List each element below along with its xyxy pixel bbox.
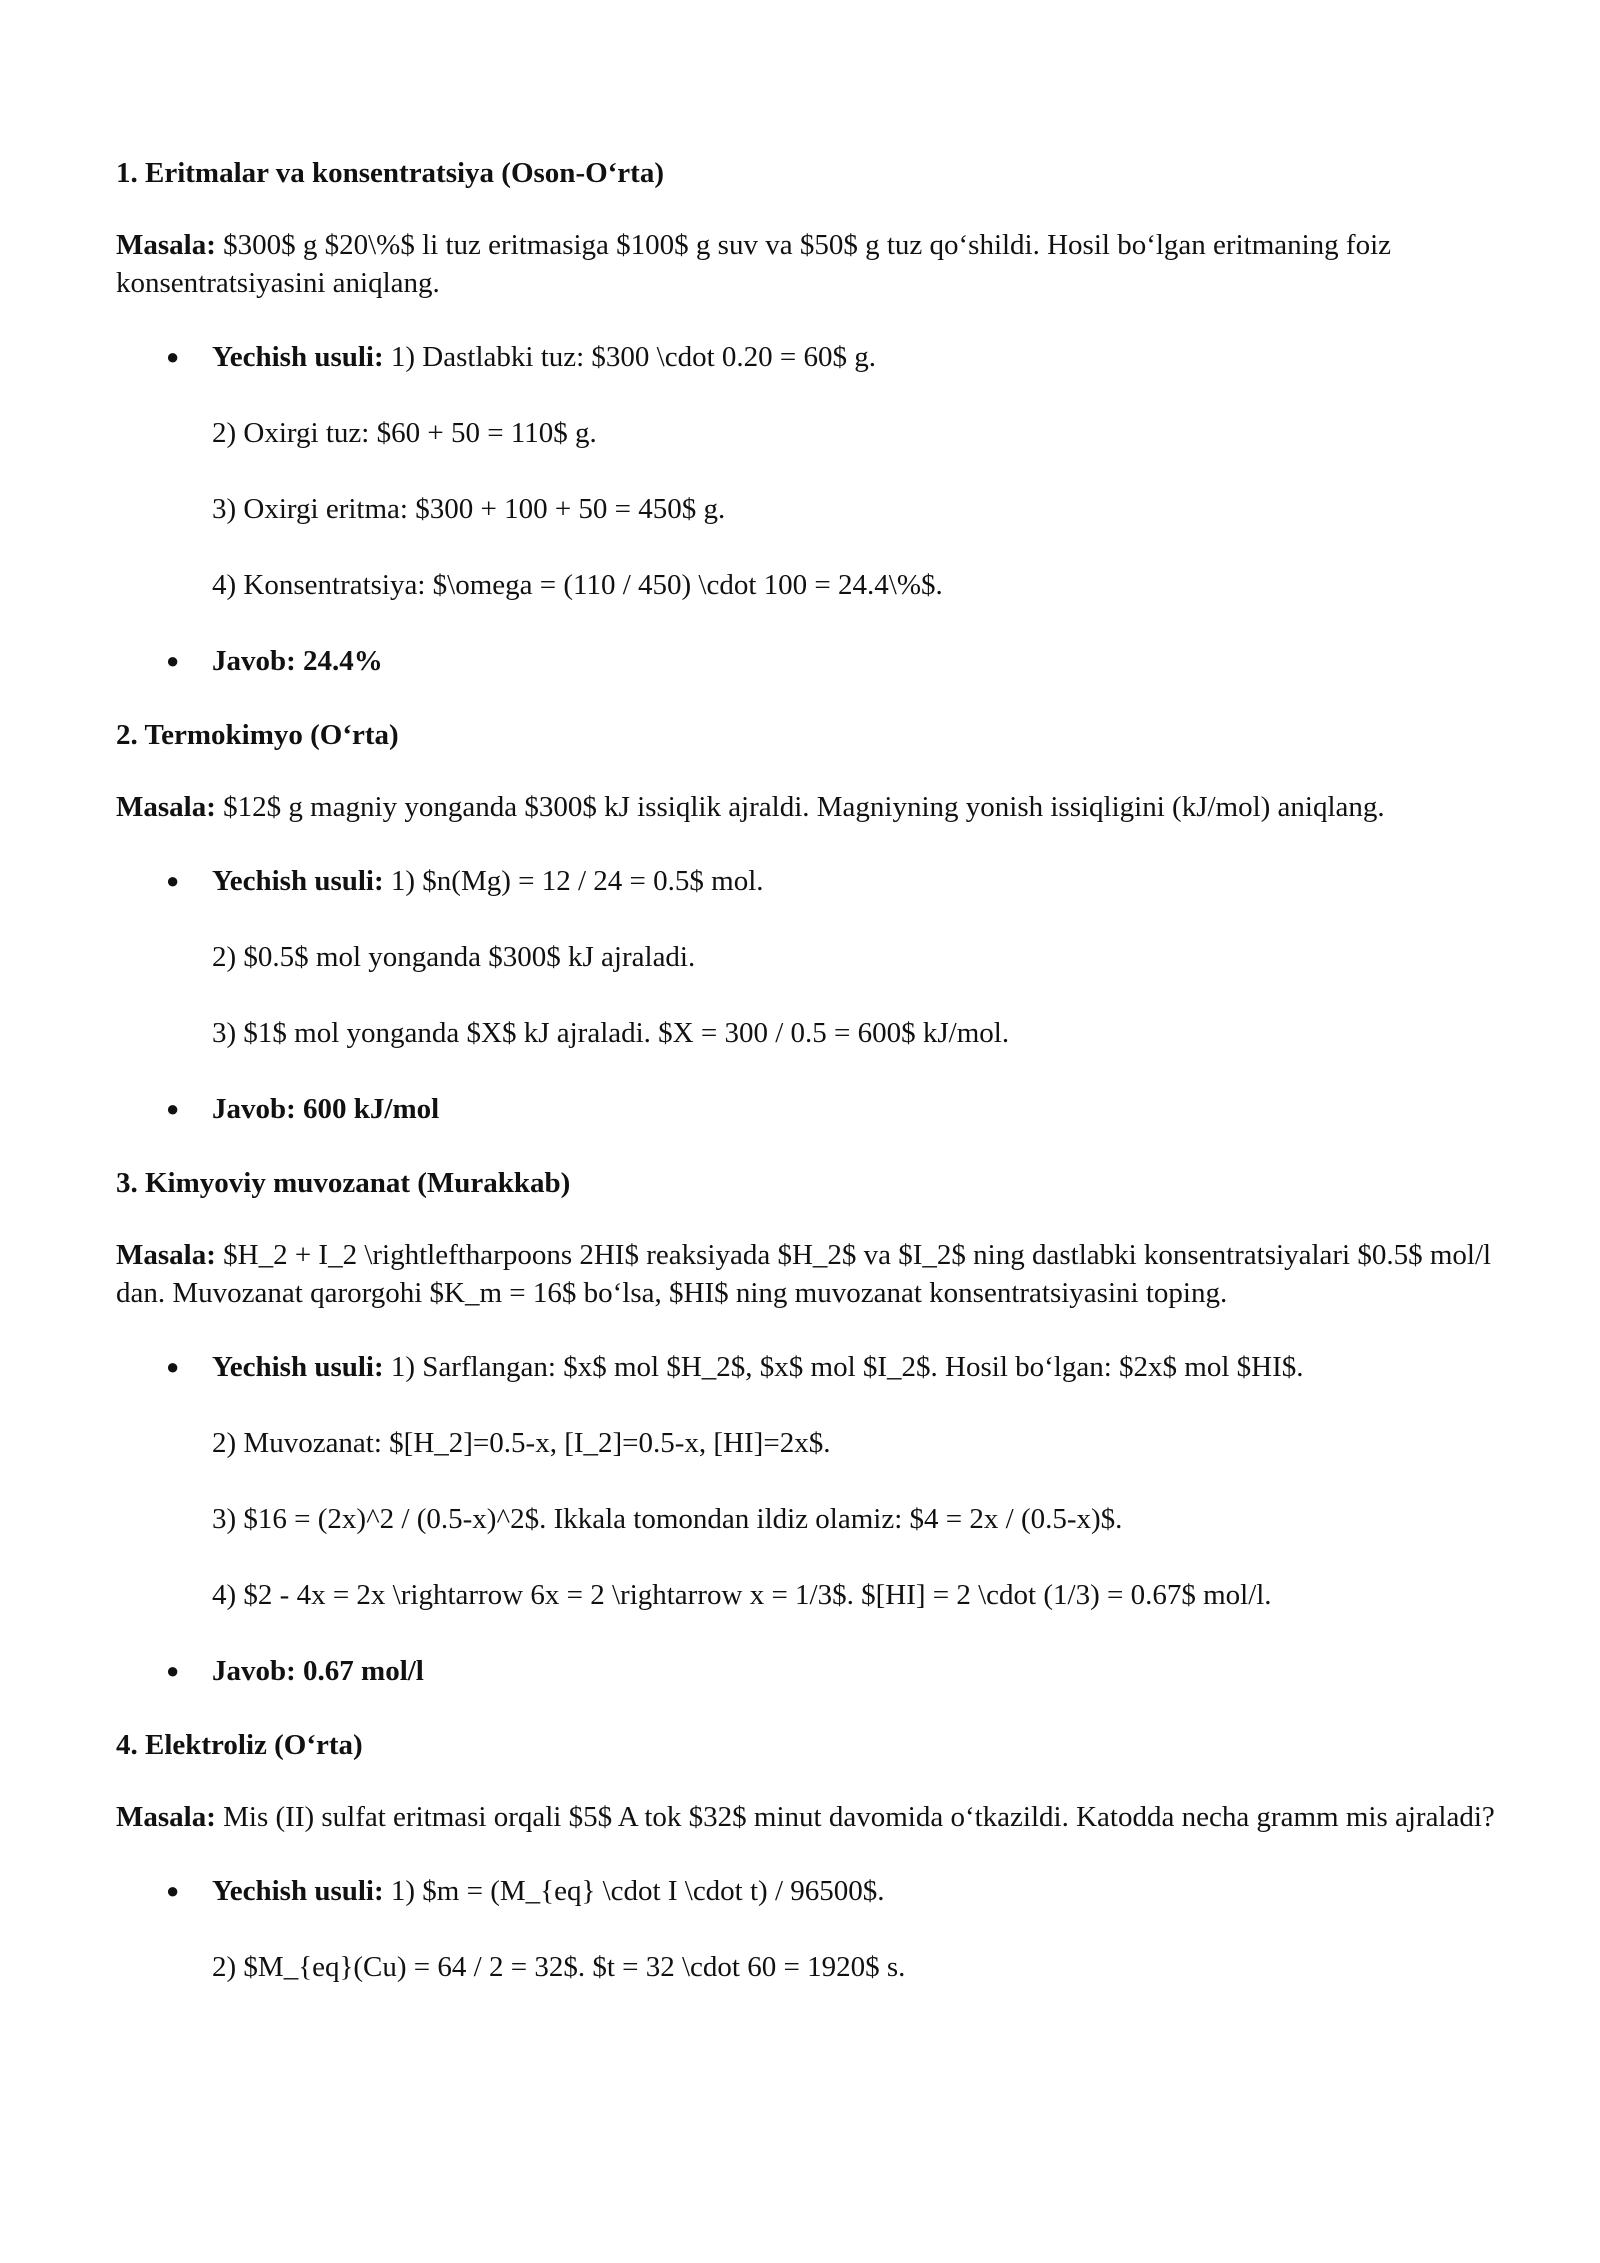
section-3-step-2: 2) Muvozanat: $[H_2]=0.5-x, [I_2]=0.5-x, [HI]=2x$.: [212, 1427, 831, 1459]
section-3-problem-label: Masala:: [116, 1239, 216, 1271]
section-4-step-1: 1) $m = (M_{eq} \cdot I \cdot t) / 96500$.: [383, 1875, 885, 1907]
bullet-icon: ●: [166, 1878, 180, 1903]
section-3-answer: Javob: 0.67 mol/l: [212, 1655, 424, 1687]
section-2-problem-label: Masala:: [116, 791, 216, 823]
section-1-method-label: Yechish usuli:: [212, 341, 384, 373]
section-1-step-3: 3) Oxirgi eritma: $300 + 100 + 50 = 450$ g.: [212, 493, 726, 525]
section-2-method-label: Yechish usuli:: [212, 865, 384, 897]
section-1-step-1: 1) Dastlabki tuz: $300 \cdot 0.20 = 60$ g.: [383, 341, 877, 373]
section-4-step-2: 2) $M_{eq}(Cu) = 64 / 2 = 32$. $t = 32 \cdot 60 = 1920$ s.: [212, 1951, 906, 1983]
section-2-step-3: 3) $1$ mol yonganda $X$ kJ ajraladi. $X = 300 / 0.5 = 600$ kJ/mol.: [212, 1017, 1010, 1049]
section-2-step-2: 2) $0.5$ mol yonganda $300$ kJ ajraladi.: [212, 941, 696, 973]
document-page: [116, 154, 1506, 1986]
bullet-icon: ●: [166, 1354, 180, 1379]
section-1-step-4: 4) Konsentratsiya: $\omega = (110 / 450) \cdot 100 = 24.4\%$.: [212, 569, 943, 601]
section-3-method: [116, 1348, 1506, 1386]
section-3-step-4: 4) $2 - 4x = 2x \rightarrow 6x = 2 \rightarrow x = 1/3$. $[HI] = 2 \cdot (1/3) = 0.67$ mol/l.: [212, 1579, 1272, 1611]
section-1-answer-line: [116, 642, 1506, 680]
bullet-icon: ●: [166, 648, 180, 673]
section-2-answer-line: [116, 1090, 1506, 1128]
section-1-problem: [116, 226, 1506, 302]
section-1-step-2: 2) Oxirgi tuz: $60 + 50 = 110$ g.: [212, 417, 597, 449]
section-2-problem: [116, 788, 1506, 826]
section-4-problem-label: Masala:: [116, 1801, 216, 1833]
section-2-title: 2. Termokimyo (O‘rta): [116, 719, 399, 751]
section-2-method: [116, 862, 1506, 900]
section-4-problem: [116, 1798, 1506, 1836]
section-3-problem-text: $H_2 + I_2 \rightleftharpoons 2HI$ reaksiyada $H_2$ va $I_2$ ning dastlabki konsentratsiyalari $0.5$ mol/l dan. Muvozanat qarorgohi $K_m = 16$ bo‘lsa, $HI$ ning muvozanat konsentratsiyasini toping.: [116, 1239, 1492, 1309]
section-4-method: [116, 1872, 1506, 1910]
section-2-answer: Javob: 600 kJ/mol: [212, 1093, 440, 1125]
section-4-method-label: Yechish usuli:: [212, 1875, 384, 1907]
section-2-step-1: 1) $n(Mg) = 12 / 24 = 0.5$ mol.: [383, 865, 764, 897]
section-1-method: [116, 338, 1506, 376]
section-4-title: 4. Elektroliz (O‘rta): [116, 1729, 363, 1761]
section-3-step-3: 3) $16 = (2x)^2 / (0.5-x)^2$. Ikkala tomondan ildiz olamiz: $4 = 2x / (0.5-x)$.: [212, 1503, 1123, 1535]
section-1-problem-text: $300$ g $20\%$ li tuz eritmasiga $100$ g suv va $50$ g tuz qo‘shildi. Hosil bo‘lgan eritmaning foiz konsentratsiyasini aniqlang.: [116, 229, 1392, 299]
section-1-answer: Javob: 24.4%: [212, 645, 383, 677]
bullet-icon: ●: [166, 868, 180, 893]
section-1-problem-label: Masala:: [116, 229, 216, 261]
section-1-title: 1. Eritmalar va konsentratsiya (Oson-O‘rta): [116, 157, 664, 189]
section-2-problem-text: $12$ g magniy yonganda $300$ kJ issiqlik ajraldi. Magniyning yonish issiqligini (kJ/mol) aniqlang.: [215, 791, 1385, 823]
section-3-step-1: 1) Sarflangan: $x$ mol $H_2$, $x$ mol $I_2$. Hosil bo‘lgan: $2x$ mol $HI$.: [383, 1351, 1304, 1383]
section-4-problem-text: Mis (II) sulfat eritmasi orqali $5$ A tok $32$ minut davomida o‘tkazildi. Katodda necha gramm mis ajraladi?: [215, 1801, 1495, 1833]
bullet-icon: ●: [166, 1096, 180, 1121]
bullet-icon: ●: [166, 1658, 180, 1683]
section-3-answer-line: [116, 1652, 1506, 1690]
section-3-title: 3. Kimyoviy muvozanat (Murakkab): [116, 1167, 571, 1199]
bullet-icon: ●: [166, 344, 180, 369]
section-3-problem: [116, 1236, 1506, 1312]
section-3-method-label: Yechish usuli:: [212, 1351, 384, 1383]
